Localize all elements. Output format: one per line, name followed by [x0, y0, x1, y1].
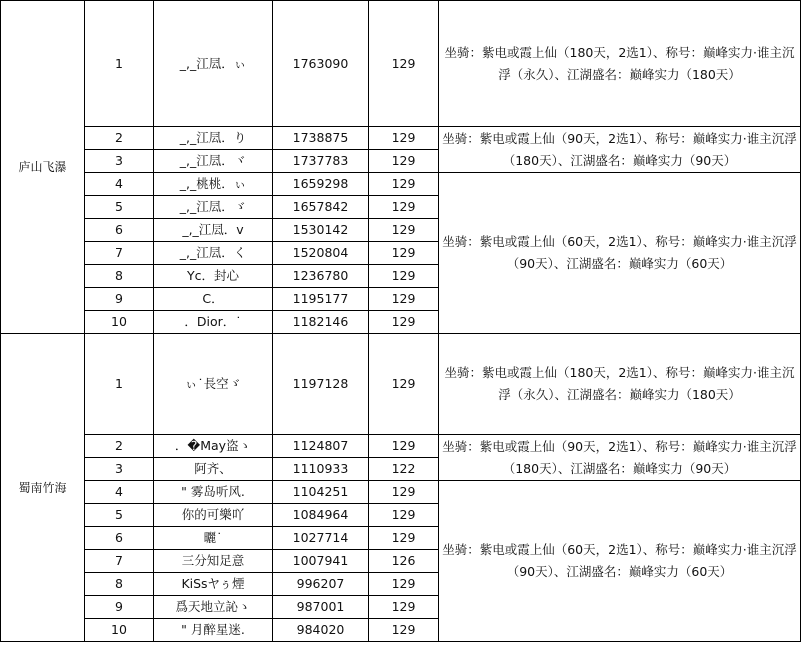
- level-cell: 129: [369, 596, 439, 619]
- level-cell: 129: [369, 288, 439, 311]
- level-cell: 129: [369, 481, 439, 504]
- rank-cell: 4: [85, 173, 154, 196]
- score-cell: 1195177: [273, 288, 369, 311]
- table-row: [1, 334, 801, 435]
- player-name-cell: _,_江凨．ぃ: [154, 1, 273, 127]
- score-cell: 1737783: [273, 150, 369, 173]
- level-cell: 129: [369, 150, 439, 173]
- score-cell: 1084964: [273, 504, 369, 527]
- rank-cell: 3: [85, 150, 154, 173]
- level-cell: 129: [369, 435, 439, 458]
- level-cell: 129: [369, 265, 439, 288]
- player-name-cell: " 雾岛听风.: [154, 481, 273, 504]
- score-cell: 1738875: [273, 127, 369, 150]
- level-cell: 129: [369, 334, 439, 435]
- player-name-cell: _,_江凨．く: [154, 242, 273, 265]
- score-cell: 1530142: [273, 219, 369, 242]
- level-cell: 129: [369, 196, 439, 219]
- player-name-cell: ．Dior．˙: [154, 311, 273, 334]
- rank-cell: 3: [85, 458, 154, 481]
- reward-cell: 坐骑：紫电或霞上仙（60天，2选1）、称号：巅峰实力·谁主沉浮（90天）、江湖盛名：巅峰实力（60天）: [439, 481, 801, 642]
- table-row: [1, 173, 801, 196]
- rank-cell: 9: [85, 596, 154, 619]
- level-cell: 122: [369, 458, 439, 481]
- score-cell: 1657842: [273, 196, 369, 219]
- score-cell: 1104251: [273, 481, 369, 504]
- table-row: [1, 481, 801, 504]
- score-cell: 1197128: [273, 334, 369, 435]
- level-cell: 129: [369, 219, 439, 242]
- player-name-cell: _,_江凨．ゞ: [154, 196, 273, 219]
- rank-cell: 7: [85, 550, 154, 573]
- rank-cell: 6: [85, 219, 154, 242]
- player-name-cell: KiSsヤぅ煙: [154, 573, 273, 596]
- score-cell: 1027714: [273, 527, 369, 550]
- score-cell: 1110933: [273, 458, 369, 481]
- reward-cell: 坐骑：紫电或霞上仙（90天，2选1）、称号：巅峰实力·谁主沉浮（180天）、江湖盛名：巅峰实力（90天）: [439, 435, 801, 481]
- score-cell: 1659298: [273, 173, 369, 196]
- rank-cell: 5: [85, 504, 154, 527]
- player-name-cell: ．�May盗ゝ: [154, 435, 273, 458]
- level-cell: 129: [369, 127, 439, 150]
- server-name: 蜀南竹海: [1, 334, 85, 642]
- level-cell: 129: [369, 173, 439, 196]
- player-name-cell: 你的可樂吖: [154, 504, 273, 527]
- server-name: 庐山飞瀑: [1, 1, 85, 334]
- level-cell: 129: [369, 1, 439, 127]
- rank-cell: 10: [85, 311, 154, 334]
- reward-cell: 坐骑：紫电或霞上仙（90天，2选1）、称号：巅峰实力·谁主沉浮（180天）、江湖盛名：巅峰实力（90天）: [439, 127, 801, 173]
- level-cell: 129: [369, 527, 439, 550]
- rank-cell: 5: [85, 196, 154, 219]
- player-name-cell: 曬˙: [154, 527, 273, 550]
- score-cell: 996207: [273, 573, 369, 596]
- rank-cell: 10: [85, 619, 154, 642]
- player-name-cell: _,_江凨．り: [154, 127, 273, 150]
- rank-cell: 1: [85, 1, 154, 127]
- level-cell: 129: [369, 311, 439, 334]
- score-cell: 1763090: [273, 1, 369, 127]
- score-cell: 1520804: [273, 242, 369, 265]
- rank-cell: 8: [85, 573, 154, 596]
- player-name-cell: C．: [154, 288, 273, 311]
- player-name-cell: 阿齐、: [154, 458, 273, 481]
- player-name-cell: 爲天地立訫ゝ: [154, 596, 273, 619]
- table-row: [1, 1, 801, 127]
- rank-cell: 1: [85, 334, 154, 435]
- player-name-cell: _,_桃桃．ぃ: [154, 173, 273, 196]
- level-cell: 129: [369, 619, 439, 642]
- rank-cell: 9: [85, 288, 154, 311]
- level-cell: 129: [369, 242, 439, 265]
- rank-cell: 2: [85, 435, 154, 458]
- player-name-cell: 三分知足意: [154, 550, 273, 573]
- player-name-cell: ぃ˙長空ゞ: [154, 334, 273, 435]
- rank-cell: 6: [85, 527, 154, 550]
- level-cell: 126: [369, 550, 439, 573]
- reward-cell: 坐骑：紫电或霞上仙（180天，2选1）、称号：巅峰实力·谁主沉浮（永久）、江湖盛名：巅峰实力（180天）: [439, 334, 801, 435]
- table-row: [1, 435, 801, 458]
- level-cell: 129: [369, 504, 439, 527]
- player-name-cell: _,_江凨．v: [154, 219, 273, 242]
- table-row: [1, 127, 801, 150]
- level-cell: 129: [369, 573, 439, 596]
- score-cell: 1182146: [273, 311, 369, 334]
- rank-cell: 4: [85, 481, 154, 504]
- rank-cell: 7: [85, 242, 154, 265]
- score-cell: 1236780: [273, 265, 369, 288]
- reward-cell: 坐骑：紫电或霞上仙（60天，2选1）、称号：巅峰实力·谁主沉浮（90天）、江湖盛名：巅峰实力（60天）: [439, 173, 801, 334]
- rank-cell: 8: [85, 265, 154, 288]
- rank-cell: 2: [85, 127, 154, 150]
- player-name-cell: Yc．封心: [154, 265, 273, 288]
- player-name-cell: " 月醉星迷.: [154, 619, 273, 642]
- reward-cell: 坐骑：紫电或霞上仙（180天，2选1）、称号：巅峰实力·谁主沉浮（永久）、江湖盛名：巅峰实力（180天）: [439, 1, 801, 127]
- score-cell: 987001: [273, 596, 369, 619]
- score-cell: 1007941: [273, 550, 369, 573]
- player-name-cell: _,_江凨．ヾ: [154, 150, 273, 173]
- score-cell: 984020: [273, 619, 369, 642]
- score-cell: 1124807: [273, 435, 369, 458]
